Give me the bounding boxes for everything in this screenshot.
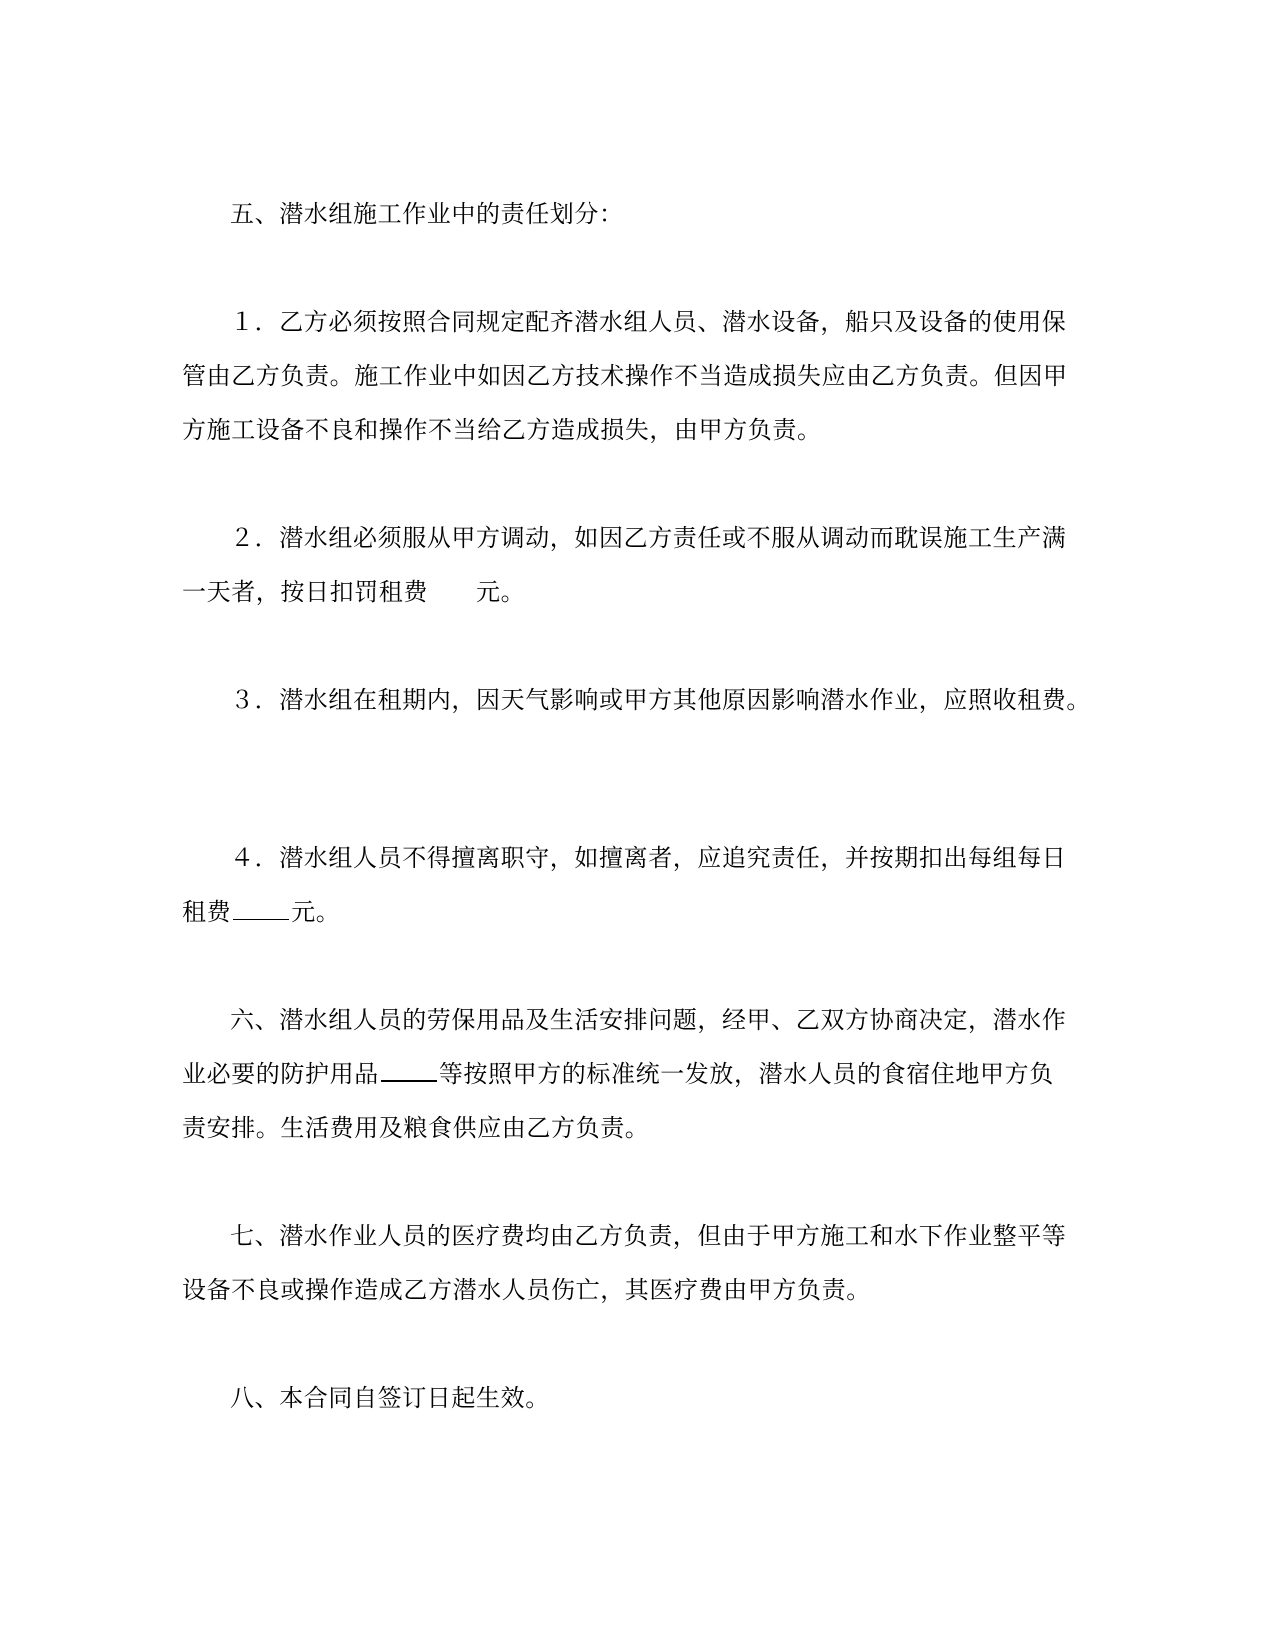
item-4-line-2-after: 元。	[291, 898, 341, 926]
item-2-line-2-before: 一天者，按日扣罚租费	[182, 578, 428, 606]
section-7-line-2	[182, 1274, 871, 1306]
item-2-line-1-text: ２．潜水组必须服从甲方调动，如因乙方责任或不服从调动而耽误施工生产满	[230, 524, 1067, 552]
item-3-line-1-text: ３．潜水组在租期内，因天气影响或甲方其他原因影响潜水作业，应照收租费。	[230, 686, 1091, 714]
section-6-line-2-after: 等按照甲方的标准统一发放，潜水人员的食宿住地甲方负	[438, 1060, 1054, 1088]
item-3-line-1	[230, 684, 1091, 716]
item-4-line-1	[230, 842, 1066, 874]
section-7-line-2-text: 设备不良或操作造成乙方潜水人员伤亡，其医疗费由甲方负责。	[182, 1276, 871, 1304]
section-5-heading	[230, 198, 624, 230]
item-1-line-1-text: １．乙方必须按照合同规定配齐潜水组人员、潜水设备，船只及设备的使用保	[230, 308, 1067, 336]
item-1-line-3	[182, 414, 822, 446]
item-4-line-2	[182, 896, 340, 928]
section-7-line-1-text: 七、潜水作业人员的医疗费均由乙方负责，但由于甲方施工和水下作业整平等	[230, 1222, 1067, 1250]
item-1-line-2	[182, 360, 1068, 392]
section-7-line-1	[230, 1220, 1066, 1252]
item-1-line-3-text: 方施工设备不良和操作不当给乙方造成损失，由甲方负责。	[182, 416, 822, 444]
item-4-line-2-before: 租费	[182, 898, 232, 926]
section-6-line-3	[182, 1112, 649, 1144]
item-2-line-2-after: 元。	[476, 578, 526, 606]
item-4-fee-blank	[233, 918, 289, 920]
section-6-line-3-text: 责安排。生活费用及粮食供应由乙方负责。	[182, 1114, 650, 1142]
section-6-equipment-blank	[381, 1079, 437, 1082]
section-6-line-2-before: 业必要的防护用品	[182, 1060, 379, 1088]
section-5-heading-text: 五、潜水组施工作业中的责任划分：	[230, 200, 624, 228]
item-2-line-1	[230, 522, 1066, 554]
item-2-line-2	[182, 576, 525, 608]
section-6-line-1	[230, 1004, 1066, 1036]
section-6-line-1-text: 六、潜水组人员的劳保用品及生活安排问题，经甲、乙双方协商决定，潜水作	[230, 1006, 1067, 1034]
section-8-line-1	[230, 1382, 550, 1414]
item-4-line-1-text: ４．潜水组人员不得擅离职守，如擅离者，应追究责任，并按期扣出每组每日	[230, 844, 1067, 872]
section-8-line-1-text: 八、本合同自签订日起生效。	[230, 1384, 550, 1412]
section-6-line-2	[182, 1058, 1054, 1090]
item-1-line-1	[230, 306, 1066, 338]
item-1-line-2-text: 管由乙方负责。施工作业中如因乙方技术操作不当造成损失应由乙方负责。但因甲	[182, 362, 1068, 390]
